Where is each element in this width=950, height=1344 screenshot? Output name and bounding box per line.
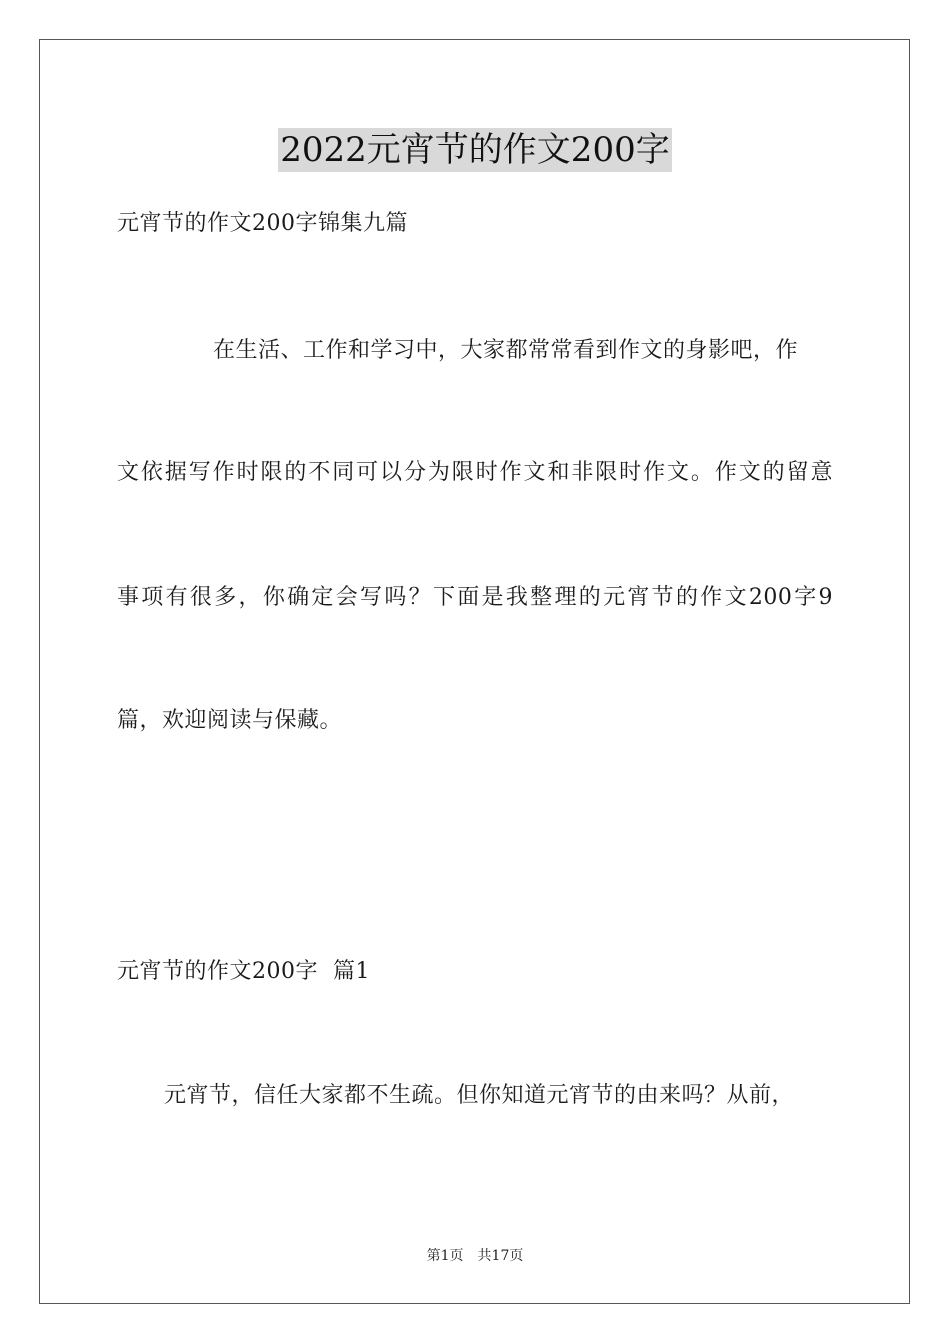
intro-line-1: 在生活、工作和学习中，大家都常常看到作文的身影吧，作 bbox=[213, 338, 799, 363]
intro-line-2: 文依据写作时限的不同可以分为限时作文和非限时作文。作文的留意 bbox=[117, 460, 833, 485]
document-subtitle: 元宵节的作文200字锦集九篇 bbox=[117, 211, 408, 236]
intro-line-4: 篇，欢迎阅读与保藏。 bbox=[117, 708, 343, 733]
intro-line-3: 事项有很多，你确定会写吗？下面是我整理的元宵节的作文200字9 bbox=[117, 585, 833, 610]
page-number: 第1页 bbox=[426, 1248, 464, 1264]
title-container bbox=[0, 128, 950, 172]
page-total: 共17页 bbox=[477, 1248, 524, 1264]
page-footer bbox=[0, 1247, 950, 1265]
document-title: 2022元宵节的作文200字 bbox=[280, 130, 670, 170]
section-line-1: 元宵节，信任大家都不生疏。但你知道元宵节的由来吗？从前， bbox=[164, 1083, 795, 1108]
section-heading: 元宵节的作文200字 篇1 bbox=[117, 959, 370, 984]
